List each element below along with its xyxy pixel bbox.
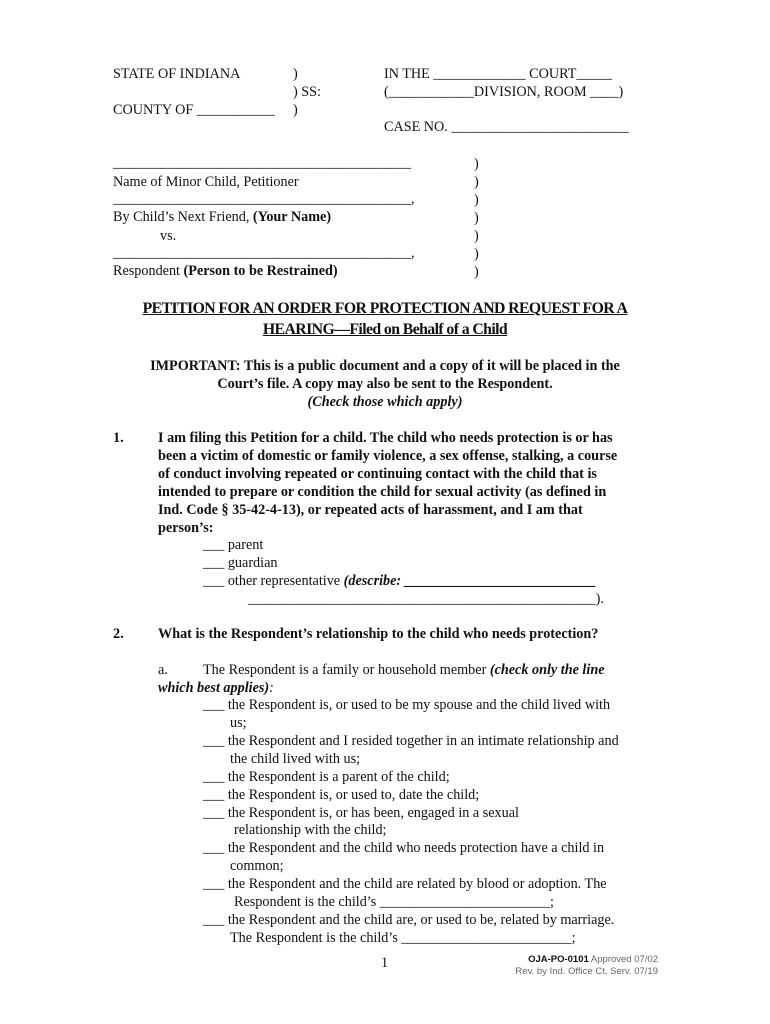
important-notice: IMPORTANT: This is a public document and a copy of it will be placed in the [150,358,620,374]
question-1-number: 1. [113,430,124,446]
respondent-line: __________________________________________, [113,245,415,261]
child-name-label: Name of Minor Child, Petitioner [113,174,299,190]
relationship-option-intimate[interactable]: ___ the Respondent and I resided together in an intimate relationship and [203,733,619,749]
relationship-option-sexual[interactable]: ___ the Respondent is, or has been, engaged in a sexual [203,805,519,821]
county-label: COUNTY OF ___________ [113,102,275,118]
question-2-number: 2. [113,626,124,642]
caption-paren: ) [474,156,479,172]
relationship-option-text: us; [230,715,247,731]
question-1-text: intended to prepare or condition the child for sexual activity (as defined in [158,484,607,500]
caption-paren: ) [474,228,479,244]
caption-paren: ) [474,246,479,262]
relationship-option-text[interactable]: The Respondent is the child’s ________________________; [230,930,576,946]
caption-paren: ) [474,174,479,190]
guardian-option[interactable]: ___ guardian [203,555,278,571]
versus-label: vs. [160,228,177,244]
relationship-option-text[interactable]: Respondent is the child’s ________________________; [234,894,554,910]
relationship-option-parent[interactable]: ___ the Respondent is a parent of the child; [203,769,450,785]
other-representative-option[interactable]: ___ other representative (describe: ___________________________ [203,573,597,589]
question-1-text: I am filing this Petition for a child. The child who needs protection is or has [158,430,613,446]
other-representative-line[interactable]: _________________________________________________). [248,591,604,607]
relationship-option-text: common; [230,858,284,874]
question-2-text: What is the Respondent’s relationship to the child who needs protection? [158,626,599,642]
relationship-option-marriage[interactable]: ___ the Respondent and the child are, or used to be, related by marriage. [203,912,615,928]
subsection-a-text-line2: which best applies): [158,680,274,696]
relationship-option-text: relationship with the child; [234,822,387,838]
caption-paren: ) [474,210,479,226]
document-title-line2: HEARING—Filed on Behalf of a Child [262,321,508,338]
respondent-label: Respondent (Person to be Restrained) [113,263,338,279]
form-id: OJA-PO-0101 Approved 07/02 [528,954,658,965]
question-1-text: been a victim of domestic or family violence, a sex offense, stalking, a course [158,448,618,464]
relationship-option-text: the child lived with us; [230,751,361,767]
case-number-label: CASE NO. _________________________ [384,119,629,135]
caption-paren: ) [293,66,298,82]
ss-label: ) SS: [293,84,321,100]
relationship-option-child-in-common[interactable]: ___ the Respondent and the child who needs protection have a child in [203,840,605,856]
page-number: 1 [381,955,389,971]
caption-paren: ) [474,264,479,280]
court-label: IN THE _____________ COURT_____ [384,66,612,82]
check-instruction: (Check those which apply) [307,394,463,410]
relationship-option-dating[interactable]: ___ the Respondent is, or used to, date the child; [203,787,480,803]
division-label: (____________DIVISION, ROOM ____) [384,84,624,100]
next-friend-label: By Child’s Next Friend, (Your Name) [113,209,332,225]
child-name-line: __________________________________________ [113,155,411,171]
subsection-a-label: a. [158,662,168,678]
relationship-option-spouse[interactable]: ___ the Respondent is, or used to be my spouse and the child lived with [203,697,611,713]
caption-paren: ) [293,102,298,118]
state-label: STATE OF INDIANA [113,66,241,82]
important-notice-line2: Court’s file. A copy may also be sent to the Respondent. [217,376,553,392]
document-title: PETITION FOR AN ORDER FOR PROTECTION AND REQUEST FOR A [142,300,628,317]
next-friend-line: __________________________________________, [113,191,415,207]
revision-note: Rev. by Ind. Office Ct. Serv. 07/19 [515,966,658,977]
parent-option[interactable]: ___ parent [203,537,264,553]
caption-paren: ) [474,192,479,208]
question-1-text: person’s: [158,520,214,536]
question-1-text: Ind. Code § 35-42-4-13), or repeated acts of harassment, and I am that [158,502,583,518]
relationship-option-blood[interactable]: ___ the Respondent and the child are related by blood or adoption. The [203,876,607,892]
subsection-a-text: The Respondent is a family or household member (check only the line [203,662,605,678]
question-1-text: of conduct involving repeated or continuing contact with the child that is [158,466,597,482]
